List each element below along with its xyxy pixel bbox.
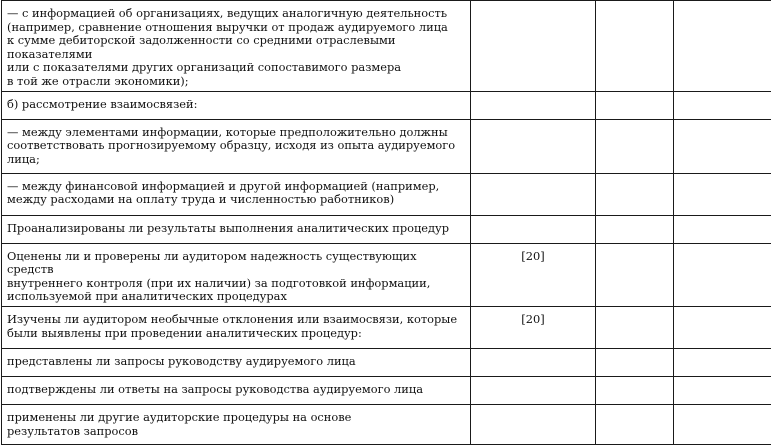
- question-cell: применены ли другие аудиторские процедуры на основе результатов запросов: [2, 404, 471, 444]
- comment-cell[interactable]: [674, 119, 771, 173]
- answer-cell[interactable]: [596, 119, 674, 173]
- table-row: [2, 348, 771, 376]
- answer-cell[interactable]: [596, 306, 674, 348]
- answer-cell[interactable]: [596, 91, 674, 119]
- comment-cell[interactable]: [674, 376, 771, 404]
- question-cell: б) рассмотрение взаимосвязей:: [2, 91, 471, 119]
- table-row: [2, 173, 771, 215]
- reference-cell: [471, 404, 596, 444]
- comment-cell[interactable]: [674, 306, 771, 348]
- answer-cell[interactable]: [596, 376, 674, 404]
- reference-cell: [471, 173, 596, 215]
- table-row: [2, 91, 771, 119]
- question-cell: Изучены ли аудитором необычные отклонения или взаимосвязи, которые были выявлены при проведении аналитических процедур:: [2, 306, 471, 348]
- question-cell: — между финансовой информацией и другой информацией (например, между расходами на оплату труда и численностью работников): [2, 173, 471, 215]
- table-row: [2, 404, 771, 444]
- comment-cell[interactable]: [674, 91, 771, 119]
- table-row: [2, 215, 771, 243]
- answer-cell[interactable]: [596, 173, 674, 215]
- table-row: [2, 243, 771, 306]
- comment-cell[interactable]: [674, 1, 771, 92]
- table-row: [2, 1, 771, 92]
- question-cell: подтверждены ли ответы на запросы руководства аудируемого лица: [2, 376, 471, 404]
- comment-cell[interactable]: [674, 404, 771, 444]
- question-cell: Проанализированы ли результаты выполнения аналитических процедур: [2, 215, 471, 243]
- answer-cell[interactable]: [596, 348, 674, 376]
- comment-cell[interactable]: [674, 173, 771, 215]
- audit-checklist-table: [1, 0, 771, 445]
- reference-cell: [471, 91, 596, 119]
- answer-cell[interactable]: [596, 1, 674, 92]
- answer-cell[interactable]: [596, 215, 674, 243]
- table-row: [2, 119, 771, 173]
- reference-cell: [471, 215, 596, 243]
- question-cell: — между элементами информации, которые предположительно должны соответствовать прогнозируемому образцу, исходя из опыта аудируемого лица;: [2, 119, 471, 173]
- comment-cell[interactable]: [674, 215, 771, 243]
- reference-cell: [471, 376, 596, 404]
- reference-cell: [20]: [471, 306, 596, 348]
- reference-cell: [471, 119, 596, 173]
- question-cell: Оценены ли и проверены ли аудитором надежность существующих средств внутреннего контроля (при их наличии) за подготовкой информации, используемой при аналитических процедурах: [2, 243, 471, 306]
- answer-cell[interactable]: [596, 404, 674, 444]
- comment-cell[interactable]: [674, 243, 771, 306]
- answer-cell[interactable]: [596, 243, 674, 306]
- question-cell: представлены ли запросы руководству аудируемого лица: [2, 348, 471, 376]
- reference-cell: [20]: [471, 243, 596, 306]
- table-row: [2, 376, 771, 404]
- reference-cell: [471, 1, 596, 92]
- question-cell: — с информацией об организациях, ведущих аналогичную деятельность (например, сравнение отношения выручки от продаж аудируемого лица к сумме дебиторской задолженности со средними отраслевыми показателями или с показателями других организаций сопоставимого размера в той же отрасли экономики);: [2, 1, 471, 92]
- table-row: [2, 306, 771, 348]
- reference-cell: [471, 348, 596, 376]
- comment-cell[interactable]: [674, 348, 771, 376]
